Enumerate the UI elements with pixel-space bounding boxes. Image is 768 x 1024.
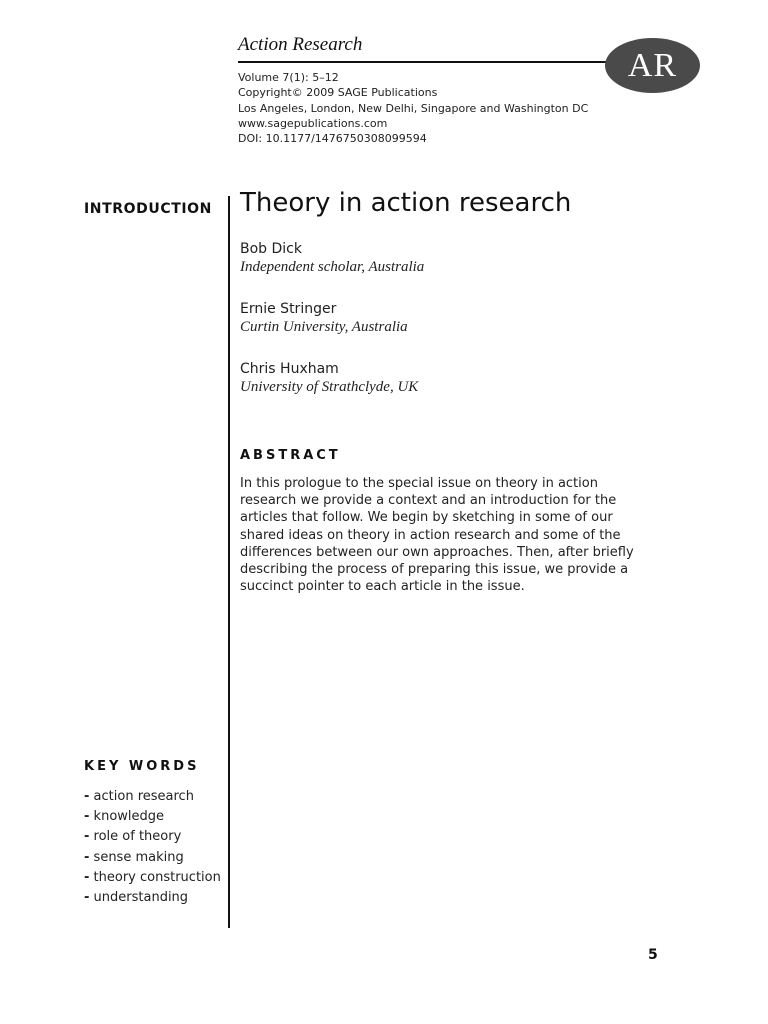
keyword-text: sense making <box>93 849 184 865</box>
keyword-text: action research <box>93 789 194 804</box>
author-block <box>240 361 418 396</box>
abstract-text: In this prologue to the special issue on theory in action research we provide a context and an introduction for the articles that follow. We begin by sketching in some of our shared ideas on theory in action research and some of the differences between our own approaches. Then, after briefly describing the process of preparing this issue, we provide a succinct pointer to each article in the issue. <box>240 476 634 595</box>
author-affiliation: Independent scholar, Australia <box>240 259 425 275</box>
bullet-icon: - <box>84 869 90 885</box>
keyword-item <box>84 848 224 868</box>
author-block <box>240 301 408 336</box>
bullet-icon: - <box>84 829 90 845</box>
paper-title: Theory in action research <box>240 188 572 218</box>
author-name: Chris Huxham <box>240 361 339 377</box>
section-label: INTRODUCTION <box>84 201 212 217</box>
journal-logo-text: AR <box>627 46 678 84</box>
bullet-icon: - <box>84 809 90 825</box>
copyright-info: Copyright© 2009 SAGE Publications <box>238 86 438 100</box>
author-affiliation: Curtin University, Australia <box>240 319 408 335</box>
keyword-text: understanding <box>93 890 189 906</box>
volume-info: Volume 7(1): 5–12 <box>238 71 339 84</box>
bullet-icon: - <box>84 890 90 906</box>
keyword-item <box>84 787 224 807</box>
author-name: Bob Dick <box>240 241 302 257</box>
keywords-list <box>84 787 224 908</box>
keyword-item <box>84 868 224 888</box>
publisher-website: www.sagepublications.com <box>238 116 388 130</box>
header-rule <box>238 61 608 63</box>
doi: DOI: 10.1177/1476750308099594 <box>238 132 427 146</box>
keyword-text: theory construction <box>93 869 221 885</box>
author-name: Ernie Stringer <box>240 301 337 317</box>
publication-info <box>238 70 618 146</box>
abstract-heading: ABSTRACT <box>240 448 341 463</box>
journal-logo <box>605 38 700 93</box>
keywords-heading: KEY WORDS <box>84 759 200 774</box>
author-block <box>240 241 424 276</box>
bullet-icon: - <box>84 789 90 804</box>
keyword-item <box>84 827 224 847</box>
publisher-locations: Los Angeles, London, New Delhi, Singapore and Washington DC <box>238 101 589 115</box>
keyword-text: role of theory <box>93 829 182 845</box>
vertical-rule <box>228 196 230 928</box>
journal-title: Action Research <box>238 34 363 55</box>
page-number: 5 <box>648 947 658 963</box>
bullet-icon: - <box>84 849 90 865</box>
keyword-text: knowledge <box>93 809 165 825</box>
keyword-item <box>84 807 224 827</box>
author-affiliation: University of Strathclyde, UK <box>240 379 419 395</box>
keyword-item <box>84 888 224 908</box>
